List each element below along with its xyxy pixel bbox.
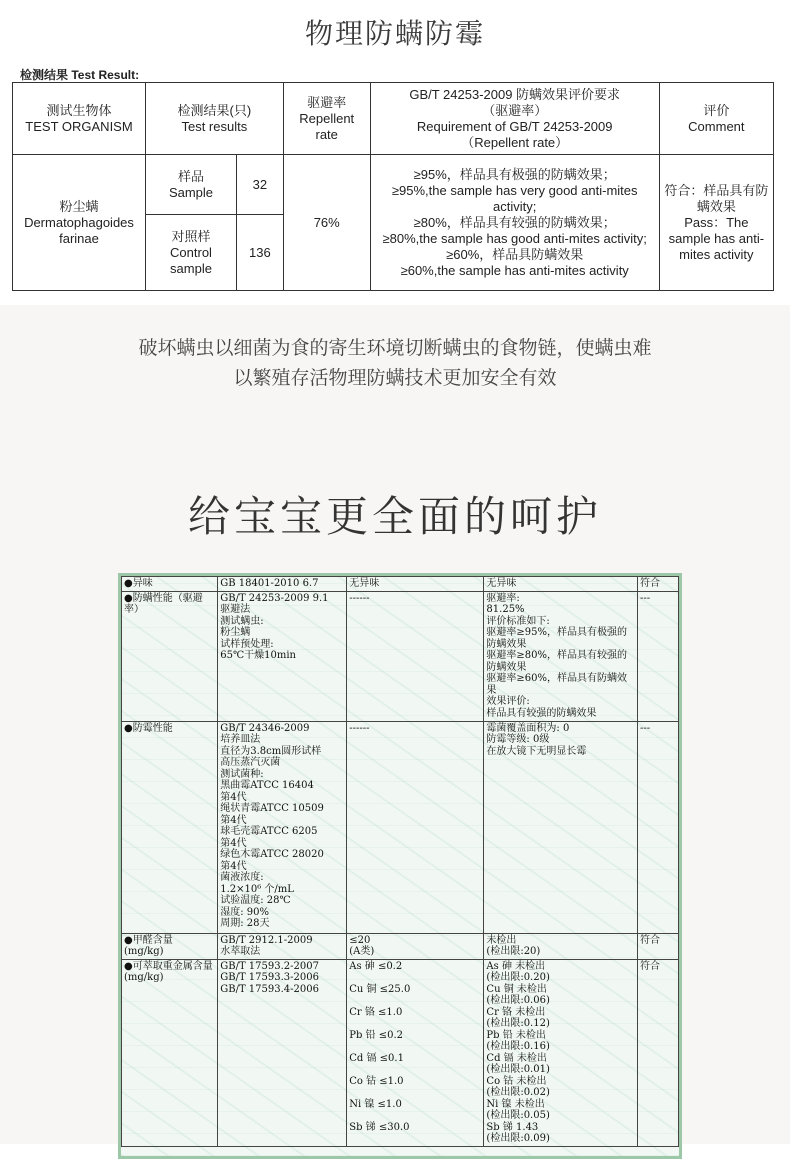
header-requirement: GB/T 24253-2009 防螨效果评价要求 （驱避率） Requirement of GB/T 24253-2009 （Repellent rate）	[370, 83, 659, 155]
table-row	[122, 577, 679, 592]
table-row	[13, 155, 774, 215]
tagline-line-1: 破坏螨虫以细菌为食的寄生环境切断螨虫的食物链，使螨虫难	[138, 337, 652, 359]
tagline	[0, 333, 790, 393]
verdict-cell: ---	[638, 721, 679, 933]
report-table	[121, 576, 679, 1147]
standard-cell: As 砷 ≤0.2 Cu 铜 ≤25.0 Cr 铬 ≤1.0 Pb 铅 ≤0.2 Cd 镉 ≤0.1 Co 钴 ≤1.0 Ni 镍 ≤1.0 Sb 锑 ≤30.0	[347, 959, 484, 1146]
table-row	[122, 721, 679, 933]
item-cell: ●可萃取重金属含量(mg/kg)	[122, 959, 218, 1146]
header-results: 检测结果(只) Test results	[146, 83, 284, 155]
result-cell: 未检出 (检出限:20)	[484, 933, 638, 959]
table-row	[122, 591, 679, 721]
section-title-care: 给宝宝更全面的呵护	[187, 492, 602, 541]
method-cell: GB/T 17593.2-2007 GB/T 17593.3-2006 GB/T 17593.4-2006	[218, 959, 347, 1146]
method-cell: GB/T 24253-2009 9.1 驱避法 测试螨虫: 粉尘螨 试样预处理: 65℃干燥10min	[218, 591, 347, 721]
sample-label: 样品 Sample	[146, 155, 237, 215]
method-cell: GB 18401-2010 6.7	[218, 577, 347, 592]
rate-value: 76%	[283, 155, 370, 291]
test-report-scan	[118, 573, 682, 1159]
item-cell: ●防霉性能	[122, 721, 218, 933]
test-result-table	[12, 82, 774, 291]
sample-value: 32	[237, 155, 284, 215]
control-value: 136	[237, 215, 284, 291]
item-cell: ●防螨性能（驱避率）	[122, 591, 218, 721]
verdict-cell: ---	[638, 591, 679, 721]
header-rate: 驱避率 Repellent rate	[283, 83, 370, 155]
test-result-label: 检测结果 Test Result:	[20, 68, 140, 82]
standard-cell: 无异味	[347, 577, 484, 592]
standard-cell: ≤20 (A类)	[347, 933, 484, 959]
table-row	[122, 959, 679, 1146]
item-cell: ●异味	[122, 577, 218, 592]
header-organism: 测试生物体 TEST ORGANISM	[13, 83, 146, 155]
tagline-line-2: 以繁殖存活物理防螨技术更加安全有效	[233, 367, 557, 389]
method-cell: GB/T 24346-2009 培养皿法 直径为3.8cm圆形试样 高压蒸汽灭菌 测试菌种: 黑曲霉ATCC 16404 第4代 绳状青霉ATCC 10509 第4代 球毛壳霉ATCC 6205 第4代 绿色木霉ATCC 28020 第4代 菌液浓度: 1.2×10⁶ 个/mL 试验温度: 28℃ 湿度: 90% 周期: 28天	[218, 721, 347, 933]
verdict-cell: 符合	[638, 577, 679, 592]
table-row	[122, 933, 679, 959]
comment-text: 符合：样品具有防螨效果 Pass：The sample has anti-mites activity	[659, 155, 773, 291]
standard-cell: ------	[347, 591, 484, 721]
result-cell: As 砷 未检出 (检出限:0.20) Cu 铜 未检出 (检出限:0.06) Cr 铬 未检出 (检出限:0.12) Pb 铅 未检出 (检出限:0.16) Cd 镉 未检出 (检出限:0.01) Co 钴 未检出 (检出限:0.02) Ni 镍 未检出 (检出限:0.05) Sb 锑 1.43 (检出限:0.09)	[484, 959, 638, 1146]
result-cell: 驱避率: 81.25% 评价标准如下: 驱避率≥95%，样品具有极强的防螨效果 驱避率≥80%，样品具有较强的防螨效果 驱避率≥60%，样品具有防螨效果 效果评价: 样品具有较强的防螨效果	[484, 591, 638, 721]
control-label: 对照样 Control sample	[146, 215, 237, 291]
organism-cell: 粉尘螨 Dermatophagoides farinae	[13, 155, 146, 291]
table-header-row	[13, 83, 774, 155]
result-cell: 无异味	[484, 577, 638, 592]
item-cell: ●甲醛含量 (mg/kg)	[122, 933, 218, 959]
header-comment: 评价 Comment	[659, 83, 773, 155]
standard-cell: ------	[347, 721, 484, 933]
result-cell: 霉菌覆盖面积为: 0 防霉等级: 0级 在放大镜下无明显长霉	[484, 721, 638, 933]
requirement-text: ≥95%，样品具有极强的防螨效果； ≥95%,the sample has very good anti-mites activity; ≥80%，样品具有较强的防螨效果； ≥80%,the sample has good anti-mites activity; ≥60%，样品具防螨效果 ≥60%,the sample has anti-mites activity	[370, 155, 659, 291]
verdict-cell: 符合	[638, 959, 679, 1146]
page-title-anti-mite: 物理防螨防霉	[304, 17, 485, 50]
verdict-cell: 符合	[638, 933, 679, 959]
method-cell: GB/T 2912.1-2009 水萃取法	[218, 933, 347, 959]
